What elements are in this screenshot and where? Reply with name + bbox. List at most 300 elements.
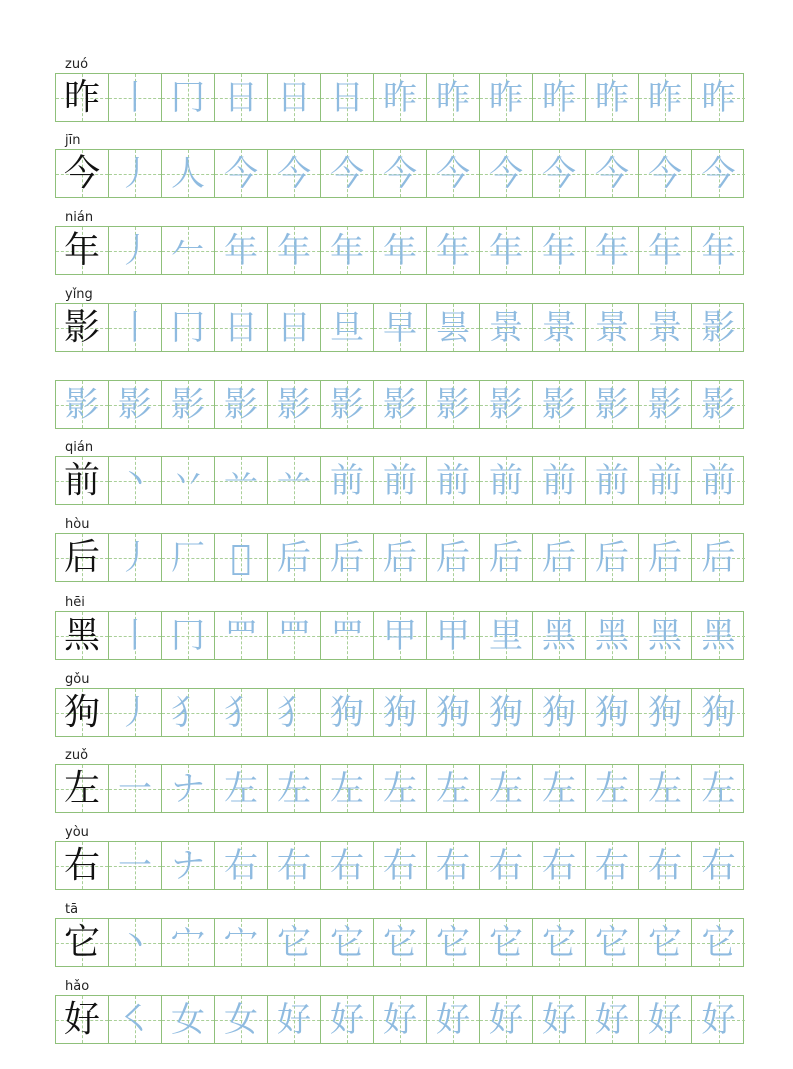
grid-cell[interactable] (268, 612, 321, 659)
stroke-trace-character: 右 (330, 845, 364, 886)
model-character: 前 (63, 459, 100, 501)
grid-cell[interactable] (162, 765, 215, 812)
stroke-trace-character: 它 (489, 922, 523, 963)
grid-cell[interactable] (215, 534, 268, 581)
grid-cell[interactable] (639, 457, 692, 504)
stroke-trace-character: 昙 (436, 307, 470, 348)
stroke-trace-character: 好 (489, 999, 523, 1040)
stroke-trace-character: 右 (489, 845, 523, 886)
grid-cell[interactable] (427, 765, 480, 812)
stroke-trace-character: 䒑 (277, 460, 311, 501)
grid-cell[interactable] (480, 612, 533, 659)
grid-cell[interactable] (321, 765, 374, 812)
grid-cell[interactable] (427, 534, 480, 581)
grid-cell[interactable] (692, 612, 745, 659)
grid-cell[interactable] (480, 74, 533, 121)
stroke-trace-character: 左 (542, 768, 576, 809)
grid-cell[interactable] (480, 996, 533, 1043)
stroke-trace-character: 冂 (171, 615, 205, 656)
tianzige-grid (55, 611, 744, 660)
stroke-trace-character: 昨 (542, 77, 576, 118)
grid-cell[interactable] (109, 765, 162, 812)
grid-cell[interactable] (480, 842, 533, 889)
grid-cell[interactable] (56, 612, 109, 659)
stroke-trace-character: 景 (595, 307, 629, 348)
grid-cell[interactable] (321, 919, 374, 966)
grid-cell[interactable] (321, 842, 374, 889)
grid-cell[interactable] (533, 457, 586, 504)
grid-cell[interactable] (215, 612, 268, 659)
grid-cell[interactable] (268, 457, 321, 504)
tianzige-grid (55, 995, 744, 1044)
grid-cell[interactable] (109, 534, 162, 581)
stroke-trace-character: 狗 (489, 692, 523, 733)
stroke-trace-character: 宀 (224, 922, 258, 963)
grid-cell[interactable] (268, 996, 321, 1043)
stroke-trace-character: 后 (277, 537, 311, 578)
stroke-trace-character: 年 (542, 230, 576, 271)
pinyin-label: qián (65, 440, 94, 455)
pinyin-label: nián (65, 210, 94, 225)
stroke-trace-character: 今 (648, 153, 682, 194)
grid-cell[interactable] (639, 689, 692, 736)
grid-cell[interactable] (109, 74, 162, 121)
stroke-trace-character: 今 (489, 153, 523, 194)
grid-cell[interactable] (586, 381, 639, 428)
grid-cell[interactable] (374, 612, 427, 659)
grid-cell[interactable] (427, 150, 480, 197)
grid-cell[interactable] (533, 227, 586, 274)
stroke-trace-character: 丿 (118, 537, 152, 578)
grid-cell[interactable] (268, 765, 321, 812)
grid-cell[interactable] (56, 227, 109, 274)
stroke-trace-character: 年 (277, 230, 311, 271)
stroke-trace-character: 甲 (383, 615, 417, 656)
stroke-trace-character: 狗 (330, 692, 364, 733)
grid-cell[interactable] (692, 150, 745, 197)
pinyin-label: jīn (65, 133, 81, 148)
grid-cell[interactable] (586, 612, 639, 659)
stroke-trace-character: 犭 (171, 692, 205, 733)
grid-cell[interactable] (692, 842, 745, 889)
stroke-trace-character: 年 (701, 230, 736, 271)
stroke-trace-character: 今 (224, 153, 258, 194)
grid-cell[interactable] (268, 689, 321, 736)
grid-cell[interactable] (162, 381, 215, 428)
grid-cell[interactable] (533, 996, 586, 1043)
stroke-trace-character: 今 (542, 153, 576, 194)
stroke-trace-character: 好 (436, 999, 470, 1040)
stroke-trace-character: 影 (701, 307, 736, 348)
grid-cell[interactable] (268, 842, 321, 889)
grid-cell[interactable] (586, 74, 639, 121)
tianzige-grid (55, 149, 744, 198)
stroke-trace-character: 黑 (701, 615, 736, 656)
stroke-trace-character: 影 (118, 384, 152, 425)
grid-cell[interactable] (586, 534, 639, 581)
grid-cell[interactable] (109, 457, 162, 504)
grid-cell[interactable] (480, 227, 533, 274)
grid-cell[interactable] (692, 74, 745, 121)
stroke-trace-character: 前 (489, 460, 523, 501)
grid-cell[interactable] (639, 765, 692, 812)
stroke-trace-character: 左 (701, 768, 736, 809)
stroke-trace-character: 左 (224, 768, 258, 809)
grid-cell[interactable] (56, 765, 109, 812)
grid-cell[interactable] (56, 996, 109, 1043)
grid-cell[interactable] (56, 381, 109, 428)
grid-cell[interactable] (639, 150, 692, 197)
stroke-trace-character: 昨 (701, 77, 736, 118)
grid-cell[interactable] (480, 534, 533, 581)
grid-cell[interactable] (268, 227, 321, 274)
stroke-trace-character: 冂 (171, 307, 205, 348)
stroke-trace-character: 好 (701, 999, 736, 1040)
stroke-trace-character: 年 (648, 230, 682, 271)
stroke-trace-character: 里 (489, 615, 523, 656)
stroke-trace-character: 丿 (118, 692, 152, 733)
grid-cell[interactable] (215, 381, 268, 428)
grid-cell[interactable] (427, 996, 480, 1043)
stroke-trace-character: 影 (489, 384, 523, 425)
grid-cell[interactable] (268, 919, 321, 966)
pinyin-label: hǎo (65, 979, 90, 994)
stroke-trace-character: 影 (277, 384, 311, 425)
stroke-trace-character: 影 (383, 384, 417, 425)
stroke-trace-character: 䒑 (224, 460, 258, 501)
stroke-trace-character: 右 (701, 845, 736, 886)
grid-cell[interactable] (427, 919, 480, 966)
stroke-trace-character: 右 (648, 845, 682, 886)
model-character: 黑 (63, 614, 100, 656)
stroke-trace-character: 前 (648, 460, 682, 501)
stroke-trace-character: 今 (436, 153, 470, 194)
stroke-trace-character: 年 (224, 230, 258, 271)
grid-cell[interactable] (56, 534, 109, 581)
grid-cell[interactable] (321, 534, 374, 581)
stroke-trace-character: 人 (171, 153, 205, 194)
grid-cell[interactable] (480, 919, 533, 966)
grid-cell[interactable] (586, 919, 639, 966)
grid-cell[interactable] (109, 381, 162, 428)
stroke-trace-character: 旦 (330, 307, 364, 348)
stroke-trace-character: 丨 (118, 615, 152, 656)
grid-cell[interactable] (215, 304, 268, 351)
model-character: 今 (63, 152, 100, 194)
grid-cell[interactable] (427, 381, 480, 428)
grid-cell[interactable] (162, 74, 215, 121)
stroke-trace-character: 景 (542, 307, 576, 348)
grid-cell[interactable] (533, 534, 586, 581)
grid-cell[interactable] (162, 534, 215, 581)
stroke-trace-character: 早 (383, 307, 417, 348)
grid-cell[interactable] (692, 765, 745, 812)
stroke-trace-character: 后 (330, 537, 364, 578)
stroke-trace-character: 影 (330, 384, 364, 425)
grid-cell[interactable] (533, 304, 586, 351)
stroke-trace-character: 黑 (542, 615, 576, 656)
stroke-trace-character: 影 (701, 384, 736, 425)
stroke-trace-character: 好 (595, 999, 629, 1040)
stroke-trace-character: 右 (595, 845, 629, 886)
stroke-trace-character: 前 (595, 460, 629, 501)
grid-cell[interactable] (533, 765, 586, 812)
grid-cell[interactable] (480, 304, 533, 351)
stroke-trace-character: 右 (436, 845, 470, 886)
grid-cell[interactable] (321, 612, 374, 659)
stroke-trace-character: 今 (330, 153, 364, 194)
tianzige-grid (55, 533, 744, 582)
grid-cell[interactable] (374, 534, 427, 581)
grid-cell[interactable] (162, 150, 215, 197)
grid-cell[interactable] (692, 534, 745, 581)
pinyin-label: zuó (65, 57, 89, 72)
stroke-trace-character: 右 (542, 845, 576, 886)
grid-cell[interactable] (639, 74, 692, 121)
grid-cell[interactable] (162, 612, 215, 659)
grid-cell[interactable] (374, 150, 427, 197)
grid-cell[interactable] (639, 919, 692, 966)
grid-cell[interactable] (427, 227, 480, 274)
stroke-trace-character: 年 (383, 230, 417, 271)
stroke-trace-character: 后 (701, 537, 736, 578)
grid-cell[interactable] (56, 150, 109, 197)
tianzige-grid (55, 841, 744, 890)
grid-cell[interactable] (586, 457, 639, 504)
stroke-trace-character: 右 (224, 845, 258, 886)
grid-cell[interactable] (639, 996, 692, 1043)
stroke-trace-character: 今 (277, 153, 311, 194)
model-character: 狗 (63, 691, 100, 733)
stroke-trace-character: 罒 (277, 615, 311, 656)
grid-cell[interactable] (321, 304, 374, 351)
grid-cell[interactable] (639, 381, 692, 428)
grid-cell[interactable] (480, 689, 533, 736)
grid-cell[interactable] (268, 150, 321, 197)
grid-cell[interactable] (427, 612, 480, 659)
grid-cell[interactable] (321, 996, 374, 1043)
grid-cell[interactable] (215, 150, 268, 197)
grid-cell[interactable] (321, 381, 374, 428)
model-character: 好 (63, 998, 100, 1040)
grid-cell[interactable] (639, 842, 692, 889)
grid-cell[interactable] (215, 996, 268, 1043)
grid-cell[interactable] (533, 74, 586, 121)
stroke-trace-character: 厂 (171, 537, 205, 578)
stroke-trace-character: 好 (330, 999, 364, 1040)
grid-cell[interactable] (533, 612, 586, 659)
stroke-trace-character: 一 (118, 768, 152, 809)
grid-cell[interactable] (639, 227, 692, 274)
grid-cell[interactable] (56, 457, 109, 504)
grid-cell[interactable] (692, 919, 745, 966)
stroke-trace-character: 冂 (171, 77, 205, 118)
grid-cell[interactable] (692, 227, 745, 274)
grid-cell[interactable] (109, 612, 162, 659)
grid-cell[interactable] (56, 689, 109, 736)
model-character: 左 (63, 767, 100, 809)
grid-cell[interactable] (427, 457, 480, 504)
pinyin-label: tā (65, 902, 79, 917)
grid-cell[interactable] (215, 689, 268, 736)
grid-cell[interactable] (374, 457, 427, 504)
stroke-trace-character: 前 (542, 460, 576, 501)
stroke-trace-character: 影 (542, 384, 576, 425)
stroke-trace-character: 后 (542, 537, 576, 578)
grid-cell[interactable] (215, 842, 268, 889)
stroke-trace-character: 影 (595, 384, 629, 425)
grid-cell[interactable] (586, 150, 639, 197)
stroke-trace-character: 它 (701, 922, 736, 963)
grid-cell[interactable] (586, 765, 639, 812)
grid-cell[interactable] (480, 150, 533, 197)
stroke-trace-character: 影 (224, 384, 258, 425)
stroke-trace-character: 狗 (701, 692, 736, 733)
grid-cell[interactable] (692, 381, 745, 428)
grid-cell[interactable] (374, 227, 427, 274)
grid-cell[interactable] (692, 304, 745, 351)
grid-cell[interactable] (586, 689, 639, 736)
grid-cell[interactable] (374, 381, 427, 428)
grid-cell[interactable] (215, 457, 268, 504)
pinyin-label: hēi (65, 595, 85, 610)
grid-cell[interactable] (374, 842, 427, 889)
stroke-trace-character: 后 (648, 537, 682, 578)
stroke-trace-character: 今 (383, 153, 417, 194)
grid-cell[interactable] (109, 842, 162, 889)
grid-cell[interactable] (374, 996, 427, 1043)
grid-cell[interactable] (56, 304, 109, 351)
grid-cell[interactable] (692, 689, 745, 736)
stroke-trace-character: 右 (277, 845, 311, 886)
stroke-trace-character: 昨 (383, 77, 417, 118)
stroke-trace-character: 昨 (648, 77, 682, 118)
tianzige-grid (55, 226, 744, 275)
stroke-trace-character: 狗 (542, 692, 576, 733)
grid-cell[interactable] (162, 304, 215, 351)
grid-cell[interactable] (374, 919, 427, 966)
model-character: 后 (63, 536, 100, 578)
grid-cell[interactable] (56, 919, 109, 966)
stroke-trace-character: 前 (436, 460, 470, 501)
grid-cell[interactable] (109, 996, 162, 1043)
stroke-trace-character: 前 (330, 460, 364, 501)
stroke-trace-character: 它 (277, 922, 311, 963)
stroke-trace-character: 左 (330, 768, 364, 809)
stroke-trace-character: 好 (277, 999, 311, 1040)
grid-cell[interactable] (162, 996, 215, 1043)
grid-cell[interactable] (692, 457, 745, 504)
grid-cell[interactable] (374, 765, 427, 812)
grid-cell[interactable] (586, 842, 639, 889)
grid-cell[interactable] (427, 689, 480, 736)
stroke-trace-character: ナ (171, 845, 205, 886)
grid-cell[interactable] (480, 765, 533, 812)
grid-cell[interactable] (533, 150, 586, 197)
grid-cell[interactable] (109, 304, 162, 351)
pinyin-label: hòu (65, 517, 90, 532)
grid-cell[interactable] (215, 919, 268, 966)
stroke-trace-character: 景 (648, 307, 682, 348)
grid-cell[interactable] (639, 612, 692, 659)
stroke-trace-character: 它 (383, 922, 417, 963)
grid-cell[interactable] (533, 689, 586, 736)
grid-cell[interactable] (321, 689, 374, 736)
grid-cell[interactable] (427, 842, 480, 889)
stroke-trace-character: 日 (224, 307, 258, 348)
grid-cell[interactable] (427, 74, 480, 121)
stroke-trace-character: 右 (383, 845, 417, 886)
stroke-trace-character: 女 (224, 999, 258, 1040)
grid-cell[interactable] (480, 457, 533, 504)
grid-cell[interactable] (162, 842, 215, 889)
grid-cell[interactable] (321, 227, 374, 274)
grid-cell[interactable] (533, 842, 586, 889)
stroke-trace-character: 它 (648, 922, 682, 963)
model-character: 它 (63, 921, 100, 963)
grid-cell[interactable] (639, 304, 692, 351)
tianzige-grid (55, 918, 744, 967)
grid-cell[interactable] (321, 74, 374, 121)
grid-cell[interactable] (268, 381, 321, 428)
grid-cell[interactable] (215, 74, 268, 121)
stroke-trace-character: 左 (595, 768, 629, 809)
stroke-trace-character: ナ (171, 768, 205, 809)
grid-cell[interactable] (109, 150, 162, 197)
grid-cell[interactable] (639, 534, 692, 581)
grid-cell[interactable] (427, 304, 480, 351)
grid-cell[interactable] (586, 304, 639, 351)
grid-cell[interactable] (109, 689, 162, 736)
grid-cell[interactable] (162, 689, 215, 736)
grid-cell[interactable] (109, 227, 162, 274)
grid-cell[interactable] (374, 304, 427, 351)
grid-cell[interactable] (321, 457, 374, 504)
tianzige-grid (55, 73, 744, 122)
grid-cell[interactable] (586, 996, 639, 1043)
grid-cell[interactable] (162, 227, 215, 274)
grid-cell[interactable] (480, 381, 533, 428)
pinyin-label: zuǒ (65, 748, 89, 763)
grid-cell[interactable] (268, 534, 321, 581)
stroke-trace-character: 丷 (171, 460, 205, 501)
grid-cell[interactable] (162, 919, 215, 966)
grid-cell[interactable] (215, 765, 268, 812)
grid-cell[interactable] (56, 74, 109, 121)
stroke-trace-character: 前 (383, 460, 417, 501)
stroke-trace-character: 左 (489, 768, 523, 809)
stroke-trace-character: 一 (118, 845, 152, 886)
grid-cell[interactable] (321, 150, 374, 197)
grid-cell[interactable] (374, 689, 427, 736)
grid-cell[interactable] (268, 74, 321, 121)
stroke-trace-character: 它 (436, 922, 470, 963)
grid-cell[interactable] (109, 919, 162, 966)
stroke-trace-character: 它 (595, 922, 629, 963)
stroke-trace-character: 后 (436, 537, 470, 578)
grid-cell[interactable] (692, 996, 745, 1043)
grid-cell[interactable] (533, 381, 586, 428)
stroke-trace-character: 昨 (595, 77, 629, 118)
grid-cell[interactable] (56, 842, 109, 889)
grid-cell[interactable] (374, 74, 427, 121)
grid-cell[interactable] (533, 919, 586, 966)
grid-cell[interactable] (268, 304, 321, 351)
stroke-trace-character: 黑 (595, 615, 629, 656)
grid-cell[interactable] (215, 227, 268, 274)
grid-cell[interactable] (162, 457, 215, 504)
grid-cell[interactable] (586, 227, 639, 274)
